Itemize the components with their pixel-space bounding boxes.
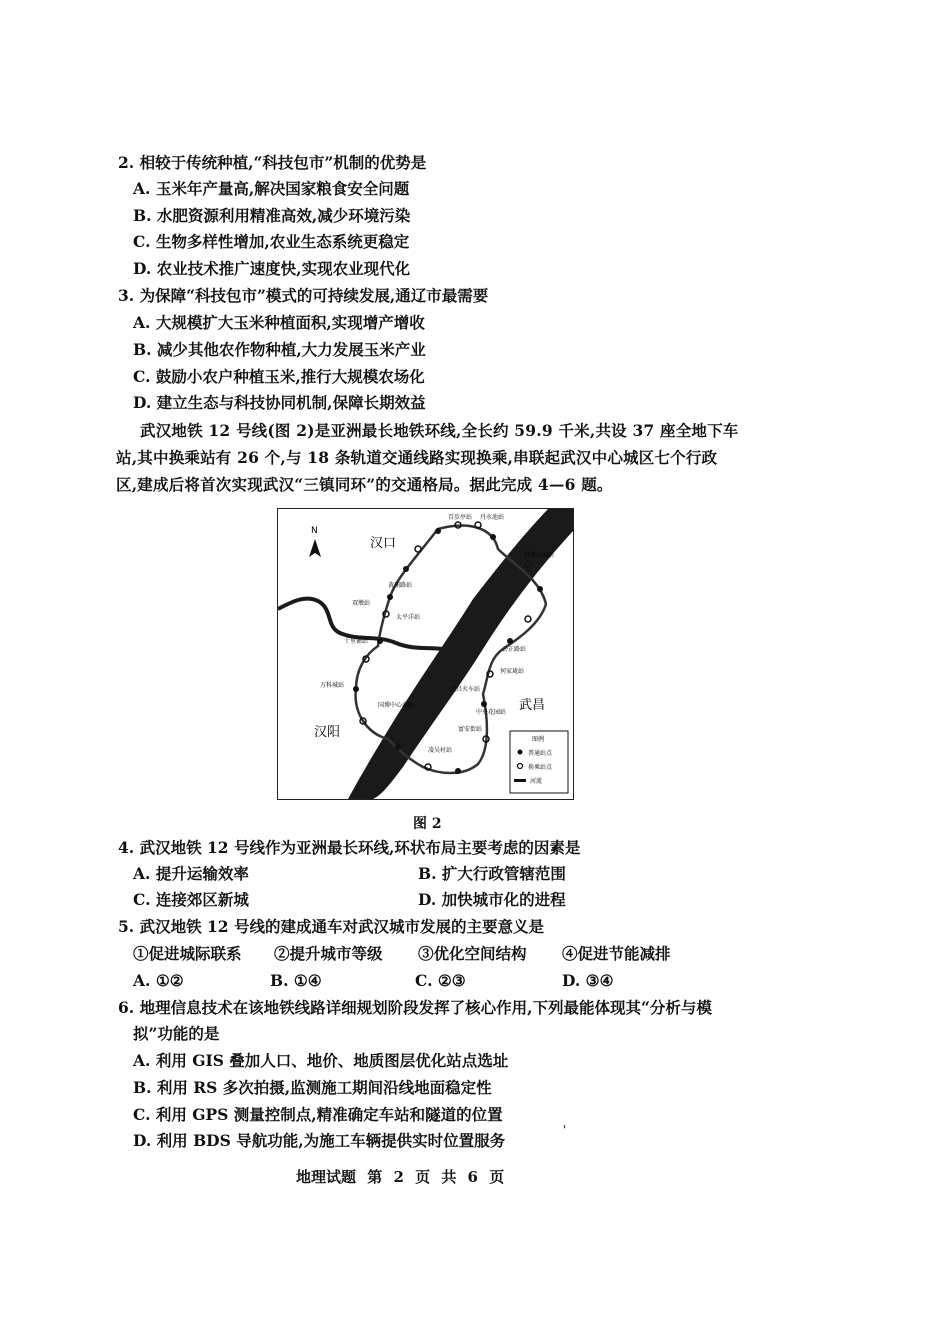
legend-transfer-station: 换乘站点: [528, 764, 553, 771]
q5-statement-2: ②提升城市等级: [274, 944, 383, 963]
station-label: 武昌火车站: [450, 686, 481, 693]
q5-statement-3: ③优化空间结构: [418, 944, 527, 963]
station-dot: [490, 534, 496, 540]
station-label: 何家垅站: [500, 668, 525, 675]
station-dot: [507, 638, 513, 644]
station-dot: [525, 616, 531, 622]
station-label: 富安街站: [458, 726, 483, 733]
q2-option-c: C. 生物多样性增加,农业生态系统更稳定: [133, 232, 410, 251]
q6-stem: 6. 地理信息技术在该地铁线路详细规划阶段发挥了核心作用,下列最能体现其“分析与模: [118, 998, 712, 1017]
station-label: 黄浦路站: [388, 582, 413, 589]
q3-stem: 3. 为保障“科技包市”模式的可持续发展,通辽市最需要: [118, 286, 489, 305]
station-dot: [537, 586, 543, 592]
station-dot: [481, 701, 487, 707]
q6-option-a: A. 利用 GIS 叠加人口、地价、地质图层优化站点选址: [133, 1051, 509, 1070]
metro-map-svg: [278, 509, 573, 799]
q5-option-a: A. ①②: [133, 971, 184, 990]
station-label: 公正路站: [502, 646, 527, 653]
q5-option-d: D. ③④: [562, 971, 614, 990]
q2-stem: 2. 相较于传统种植,“科技包市”机制的优势是: [118, 153, 427, 172]
station-dot: [403, 566, 409, 572]
district-wuchang: 武昌: [519, 698, 546, 713]
passage-line-2: 站,其中换乘站有 26 个,与 18 条轨道交通线路实现换乘,串联起武汉中心城区七个行政: [116, 448, 718, 467]
north-arrow: [309, 526, 321, 557]
q4-stem: 4. 武汉地铁 12 号线作为亚洲最长环线,环状布局主要考虑的因素是: [118, 838, 581, 857]
station-label: 万科城站: [320, 682, 345, 689]
q2-option-d: D. 农业技术推广速度快,实现农业现代化: [133, 259, 411, 278]
passage-line-3: 区,建成后将首次实现武汉“三镇同环”的交通格局。据此完成 4—6 题。: [116, 475, 613, 494]
q6-option-c: C. 利用 GPS 测量控制点,精准确定车站和隧道的位置: [133, 1105, 503, 1124]
q2-option-b: B. 水肥资源利用精准高效,减少环境污染: [133, 206, 411, 225]
station-dot: [435, 528, 441, 534]
station-label: 国博中心南站: [378, 702, 415, 709]
q3-option-d: D. 建立生态与科技协同机制,保障长期效益: [133, 393, 426, 412]
map-legend: [510, 731, 568, 793]
passage-line-1: 武汉地铁 12 号线(图 2)是亚洲最长地铁环线,全长约 59.9 千米,共设 37 座全地下车: [140, 421, 739, 440]
station-dot: [395, 744, 401, 750]
figure-caption: 图 2: [413, 816, 442, 832]
station-label: 丹水池站: [480, 514, 505, 521]
q6-option-b: B. 利用 RS 多次拍摄,监测施工期间沿线地面稳定性: [133, 1078, 492, 1097]
legend-title: 图例: [532, 736, 545, 743]
legend-river-icon: [514, 779, 526, 782]
q4-option-d: D. 加快城市化的进程: [418, 890, 566, 909]
metro-map: [277, 508, 574, 800]
q5-option-b: B. ①④: [270, 971, 322, 990]
station-dot: [377, 638, 383, 644]
q5-option-c: C. ②③: [415, 971, 466, 990]
station-dot: [415, 546, 421, 552]
q3-option-b: B. 减少其他农作物种植,大力发展玉米产业: [133, 340, 426, 359]
station-label: 双墩站: [352, 600, 371, 607]
q6-option-d: D. 利用 BDS 导航功能,为施工车辆提供实时位置服务: [133, 1131, 506, 1150]
station-dot: [455, 768, 461, 774]
station-label: 十里铺站: [344, 638, 369, 645]
north-label: N: [311, 526, 318, 536]
q4-option-a: A. 提升运输效率: [133, 864, 249, 883]
station-label: 中央花园站: [476, 709, 507, 716]
q4-option-b: B. 扩大行政管辖范围: [418, 864, 566, 883]
page-footer: 地理试题 第 2 页 共 6 页: [296, 1168, 505, 1186]
legend-regular-station-icon: [518, 750, 523, 755]
q5-stem: 5. 武汉地铁 12 号线的建成通车对武汉城市发展的主要意义是: [118, 917, 544, 936]
q2-option-a: A. 玉米年产量高,解决国家粮食安全问题: [133, 179, 410, 198]
legend-river: 河流: [530, 778, 543, 785]
q3-option-c: C. 鼓励小农户种植玉米,推行大规模农场化: [133, 367, 425, 386]
legend-regular-station: 普通站点: [528, 750, 553, 757]
station-dot: [387, 594, 393, 600]
station-label: 科普公园站: [524, 552, 555, 559]
station-label: 凌吴村站: [428, 747, 453, 754]
station-label: 百步亭站: [448, 514, 473, 521]
station-dot: [353, 686, 359, 692]
q5-statement-4: ④促进节能减排: [562, 944, 671, 963]
district-hankou: 汉口: [370, 536, 397, 551]
q5-statement-1: ①促进城际联系: [133, 944, 242, 963]
q6-stem-continued: 拟”功能的是: [133, 1024, 220, 1043]
district-hanyang: 汉阳: [314, 725, 341, 740]
q3-option-a: A. 大规模扩大玉米种植面积,实现增产增收: [133, 313, 425, 332]
station-label: 太平洋站: [396, 614, 421, 621]
stray-mark: ': [563, 1123, 567, 1137]
q4-option-c: C. 连接郊区新城: [133, 890, 249, 909]
